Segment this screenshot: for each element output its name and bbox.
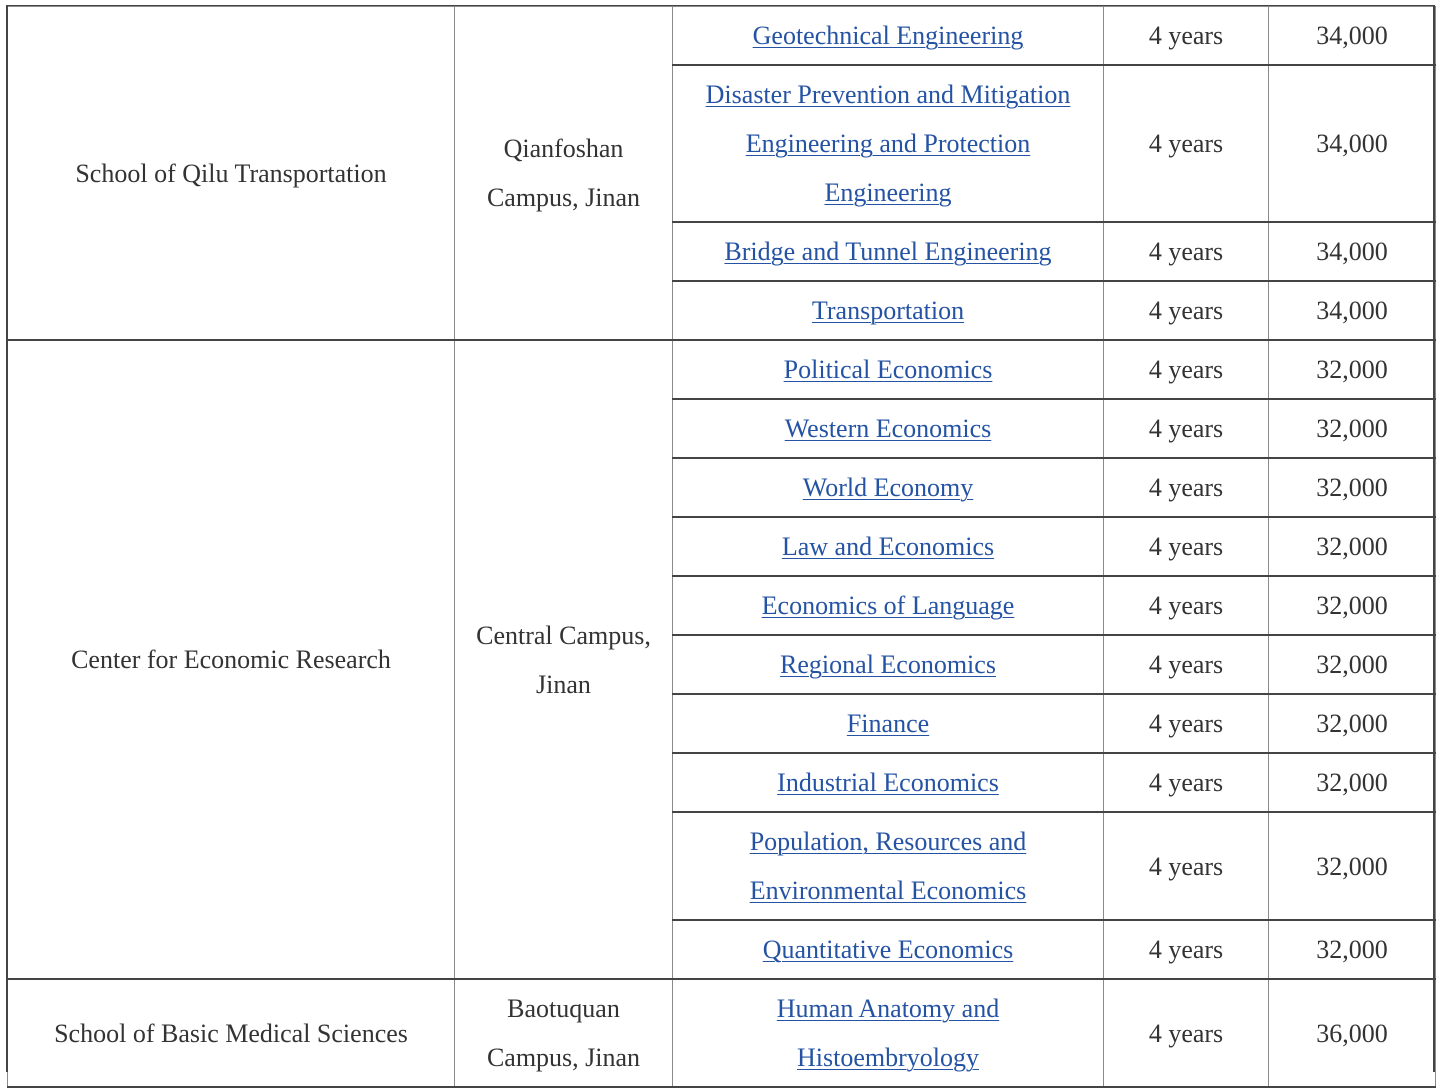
major-cell	[673, 576, 1104, 635]
school-cell: School of Qilu Transportation	[8, 7, 455, 341]
major-cell	[673, 399, 1104, 458]
table-body	[8, 7, 1436, 1088]
duration-cell: 4 years	[1104, 222, 1269, 281]
campus-cell: Qianfoshan Campus, Jinan	[455, 7, 673, 341]
tuition-cell: 34,000	[1269, 222, 1436, 281]
school-cell: Center for Economic Research	[8, 340, 455, 979]
campus-cell: Central Campus, Jinan	[455, 340, 673, 979]
school-cell: School of Basic Medical Sciences	[8, 979, 455, 1087]
tuition-cell: 32,000	[1269, 753, 1436, 812]
major-link[interactable]: Industrial Economics	[777, 768, 999, 797]
table-right-border	[1433, 5, 1435, 1072]
major-cell	[673, 517, 1104, 576]
duration-cell: 4 years	[1104, 753, 1269, 812]
duration-cell: 4 years	[1104, 635, 1269, 694]
major-cell	[673, 7, 1104, 66]
major-link[interactable]: Political Economics	[783, 355, 993, 384]
major-link[interactable]: Finance	[846, 709, 930, 738]
tuition-cell: 32,000	[1269, 812, 1436, 920]
tuition-cell: 36,000	[1269, 979, 1436, 1087]
campus-cell: Baotuquan Campus, Jinan	[455, 979, 673, 1087]
table-row	[8, 979, 1436, 1087]
duration-cell: 4 years	[1104, 576, 1269, 635]
duration-cell: 4 years	[1104, 694, 1269, 753]
major-cell	[673, 979, 1104, 1087]
major-cell	[673, 340, 1104, 399]
tuition-cell: 32,000	[1269, 340, 1436, 399]
tuition-cell: 32,000	[1269, 458, 1436, 517]
tuition-cell: 34,000	[1269, 65, 1436, 222]
major-cell	[673, 694, 1104, 753]
table-row	[8, 340, 1436, 399]
major-link[interactable]: Economics of Language	[761, 591, 1015, 620]
duration-cell: 4 years	[1104, 920, 1269, 979]
duration-cell: 4 years	[1104, 979, 1269, 1087]
major-link[interactable]: Western Economics	[784, 414, 992, 443]
tuition-cell: 34,000	[1269, 7, 1436, 66]
major-cell	[673, 812, 1104, 920]
major-link[interactable]: Regional Economics	[780, 650, 996, 679]
tuition-cell: 32,000	[1269, 399, 1436, 458]
duration-cell: 4 years	[1104, 281, 1269, 340]
tuition-cell: 32,000	[1269, 517, 1436, 576]
tuition-cell: 34,000	[1269, 281, 1436, 340]
major-link[interactable]: Disaster Prevention and Mitigation Engineering and Protection Engineering	[705, 80, 1071, 207]
major-link[interactable]: Quantitative Economics	[762, 935, 1014, 964]
major-cell	[673, 222, 1104, 281]
duration-cell: 4 years	[1104, 340, 1269, 399]
major-link[interactable]: World Economy	[802, 473, 974, 502]
major-cell	[673, 65, 1104, 222]
tuition-cell: 32,000	[1269, 694, 1436, 753]
duration-cell: 4 years	[1104, 399, 1269, 458]
duration-cell: 4 years	[1104, 65, 1269, 222]
major-link[interactable]: Geotechnical Engineering	[752, 21, 1024, 50]
major-link[interactable]: Transportation	[811, 296, 965, 325]
duration-cell: 4 years	[1104, 517, 1269, 576]
major-cell	[673, 281, 1104, 340]
tuition-cell: 32,000	[1269, 576, 1436, 635]
tuition-cell: 32,000	[1269, 635, 1436, 694]
program-table	[7, 6, 1436, 1088]
table-row	[8, 7, 1436, 66]
major-cell	[673, 458, 1104, 517]
major-link[interactable]: Law and Economics	[781, 532, 995, 561]
duration-cell: 4 years	[1104, 812, 1269, 920]
major-link[interactable]: Population, Resources and Environmental Economics	[749, 827, 1027, 905]
tuition-cell: 32,000	[1269, 920, 1436, 979]
major-link[interactable]: Bridge and Tunnel Engineering	[724, 237, 1052, 266]
major-cell	[673, 920, 1104, 979]
duration-cell: 4 years	[1104, 7, 1269, 66]
table-left-border	[6, 5, 8, 1072]
major-link[interactable]: Human Anatomy and Histoembryology	[776, 994, 1000, 1072]
major-cell	[673, 635, 1104, 694]
duration-cell: 4 years	[1104, 458, 1269, 517]
major-cell	[673, 753, 1104, 812]
